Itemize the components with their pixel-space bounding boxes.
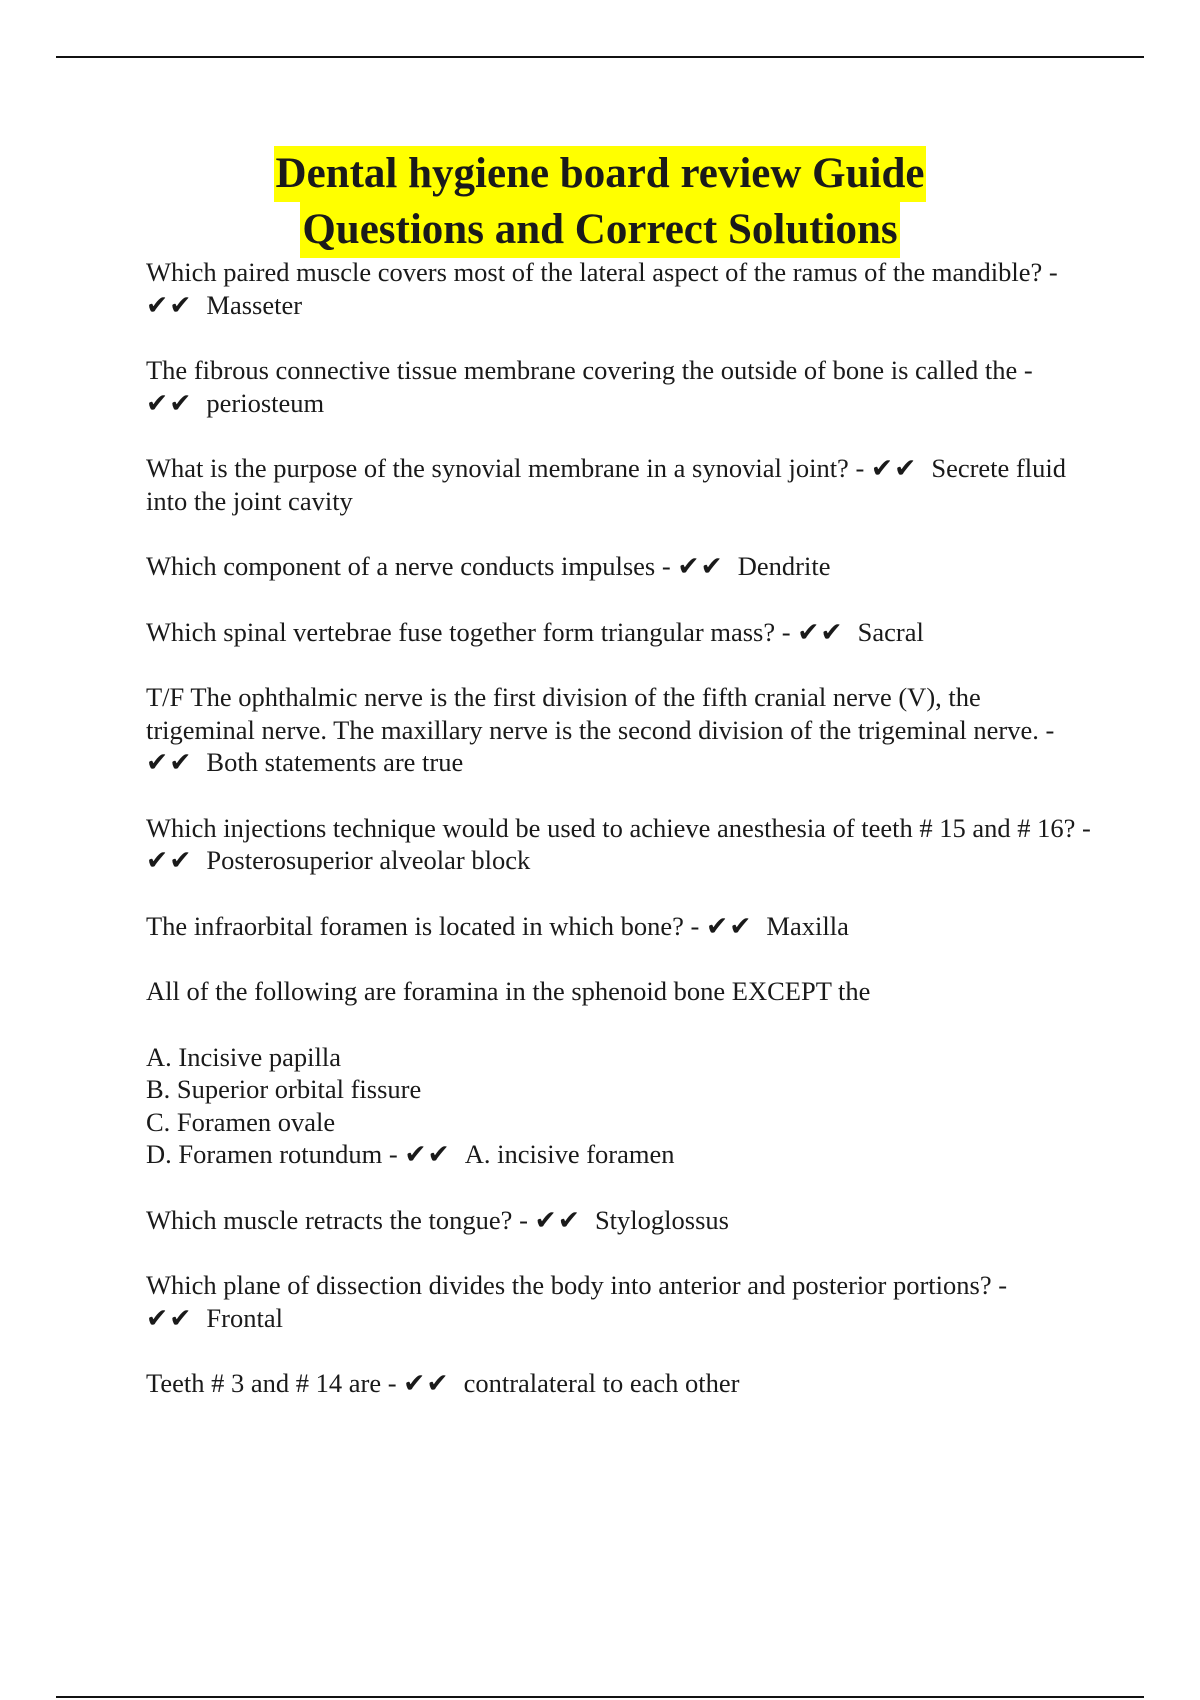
- answer-text: Sacral: [857, 616, 924, 647]
- question-text: T/F The ophthalmic nerve is the first division of the fifth cranial nerve (V), the trigeminal nerve. The maxillary nerve is the second division of the trigeminal nerve.: [146, 682, 1039, 745]
- mc-option-c: C. Foramen ovale: [146, 1106, 336, 1137]
- question-text: Which muscle retracts the tongue?: [146, 1204, 513, 1235]
- check-icon: ✔✔: [403, 1368, 450, 1398]
- qa-item: Which paired muscle covers most of the lateral aspect of the ramus of the mandible? - ✔✔ Masseter: [146, 257, 1058, 320]
- check-icon: ✔✔: [146, 747, 193, 777]
- mc-option-d: D. Foramen rotundum - ✔✔ A. incisive foramen: [146, 1139, 675, 1169]
- qa-item: T/F The ophthalmic nerve is the first division of the fifth cranial nerve (V), the trigeminal nerve. The maxillary nerve is the second division of the trigeminal nerve. - ✔✔ Both statements are true: [146, 682, 1055, 777]
- qa-item: Which muscle retracts the tongue? - ✔✔ Styloglossus: [146, 1204, 729, 1235]
- check-icon: ✔✔: [146, 289, 193, 320]
- answer-text: contralateral to each other: [463, 1368, 740, 1398]
- title-line-2: Questions and Correct Solutions: [300, 202, 899, 258]
- footer-rule: [56, 1696, 1144, 1698]
- answer-text: Both statements are true: [206, 747, 464, 777]
- document-title: [0, 146, 1200, 258]
- check-icon: ✔✔: [705, 910, 753, 941]
- qa-list: [146, 256, 1096, 1433]
- check-icon: ✔✔: [146, 1302, 193, 1333]
- answer-text: Posterosuperior alveolar block: [206, 845, 531, 875]
- check-icon: ✔✔: [870, 453, 918, 483]
- mc-option-a: A. Incisive papilla: [146, 1041, 342, 1072]
- question-text: All of the following are foramina in the sphenoid bone EXCEPT the: [146, 976, 871, 1006]
- answer-text: Styloglossus: [594, 1204, 729, 1235]
- check-icon: ✔✔: [677, 551, 724, 581]
- qa-item: The fibrous connective tissue membrane covering the outside of bone is called the - ✔✔ periosteum: [146, 355, 1033, 418]
- question-text: The infraorbital foramen is located in which bone?: [146, 910, 684, 941]
- title-line-1: Dental hygiene board review Guide: [274, 146, 927, 202]
- question-text: Which paired muscle covers most of the lateral aspect of the ramus of the mandible?: [146, 257, 1043, 287]
- question-text: Teeth # 3 and # 14 are: [146, 1368, 382, 1398]
- answer-text: Masseter: [206, 289, 303, 320]
- question-text: Which component of a nerve conducts impulses: [146, 551, 656, 581]
- qa-item: Which spinal vertebrae fuse together form triangular mass? - ✔✔ Sacral: [146, 616, 924, 647]
- qa-item: Which component of a nerve conducts impulses - ✔✔ Dendrite: [146, 551, 831, 581]
- mc-option-b: B. Superior orbital fissure: [146, 1074, 422, 1104]
- answer-text: A. incisive foramen: [464, 1139, 675, 1169]
- question-text: Which spinal vertebrae fuse together form triangular mass?: [146, 616, 776, 647]
- check-icon: ✔✔: [146, 845, 193, 875]
- answer-text: Secrete fluid into the joint cavity: [146, 453, 1066, 516]
- question-text: What is the purpose of the synovial membrane in a synovial joint?: [146, 453, 849, 483]
- answer-text: Frontal: [206, 1302, 283, 1333]
- check-icon: ✔✔: [797, 616, 844, 647]
- question-text: Which injections technique would be used to achieve anesthesia of teeth # 15 and # 16?: [146, 812, 1076, 843]
- mc-options: [146, 1041, 1096, 1171]
- question-text: Which plane of dissection divides the body into anterior and posterior portions?: [146, 1270, 992, 1300]
- answer-text: periosteum: [206, 387, 325, 418]
- header-rule: [56, 56, 1144, 58]
- answer-text: Dendrite: [737, 551, 831, 581]
- qa-item: The infraorbital foramen is located in which bone? - ✔✔ Maxilla: [146, 910, 849, 941]
- qa-item: What is the purpose of the synovial membrane in a synovial joint? - ✔✔ Secrete fluid into the joint cavity: [146, 453, 1066, 516]
- qa-item: [146, 975, 1096, 1008]
- answer-text: Maxilla: [766, 910, 849, 941]
- question-text: The fibrous connective tissue membrane covering the outside of bone is called the: [146, 355, 1018, 385]
- qa-item: Which injections technique would be used to achieve anesthesia of teeth # 15 and # 16? - ✔✔ Posterosuperior alveolar block: [146, 812, 1091, 875]
- qa-item: Teeth # 3 and # 14 are - ✔✔ contralateral to each other: [146, 1368, 740, 1398]
- qa-item: Which plane of dissection divides the body into anterior and posterior portions? - ✔✔ Frontal: [146, 1270, 1008, 1333]
- check-icon: ✔✔: [404, 1139, 451, 1169]
- check-icon: ✔✔: [146, 387, 193, 418]
- check-icon: ✔✔: [534, 1204, 581, 1235]
